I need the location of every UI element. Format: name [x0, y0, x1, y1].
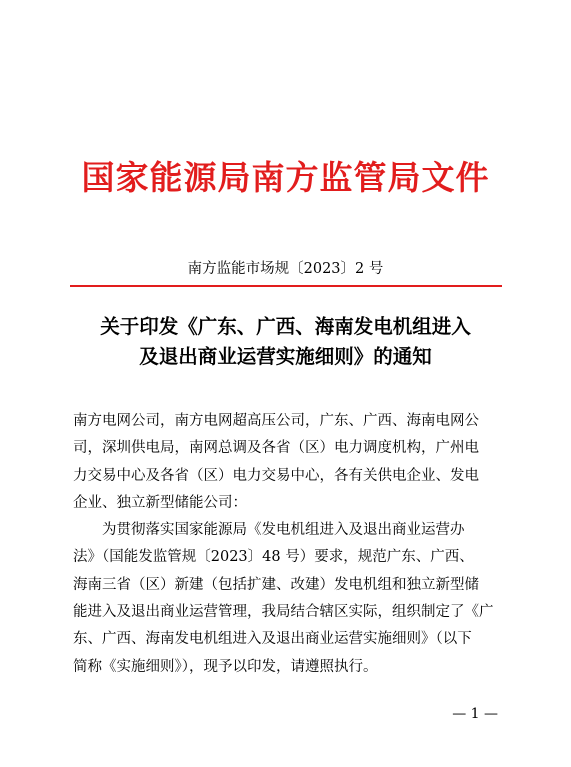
notice-title-line-1: 关于印发《广东、广西、海南发电机组进入 [100, 315, 471, 338]
red-divider-line [70, 285, 502, 287]
addressee-line: 司，深圳供电局，南网总调及各省（区）电力调度机构，广州电 [73, 440, 479, 457]
paragraph-line: 能进入及退出商业运营管理，我局结合辖区实际，组织制定了《广 [73, 604, 494, 621]
addressee-line: 力交易中心及各省（区）电力交易中心，各有关供电企业、发电 [73, 467, 479, 484]
paragraph-line: 东、广西、海南发电机组进入及退出商业运营实施细则》（以下 [73, 631, 472, 648]
notice-body [73, 408, 505, 681]
paragraph-line: 简称《实施细则》），现予以印发，请遵照执行。 [73, 658, 378, 675]
addressee-line: 企业、独立新型储能公司： [73, 494, 247, 511]
document-number: 南方监能市场规〔2023〕2 号 [187, 261, 384, 277]
paragraph-line: 海南三省（区）新建（包括扩建、改建）发电机组和独立新型储 [73, 576, 479, 593]
paragraph-line: 法》（国能发监管规〔2023〕48 号）要求，规范广东、广西、 [73, 549, 474, 566]
notice-title [0, 312, 571, 372]
notice-title-line-2: 及退出商业运营实施细则》的通知 [139, 345, 432, 368]
issuing-authority-header: 国家能源局南方监管局文件 [81, 158, 490, 197]
page-number: — 1 — [452, 706, 498, 722]
addressee-line: 南方电网公司，南方电网超高压公司，广东、广西、海南电网公 [73, 413, 479, 429]
paragraph-line: 为贯彻落实国家能源局《发电机组进入及退出商业运营办 [102, 522, 465, 539]
